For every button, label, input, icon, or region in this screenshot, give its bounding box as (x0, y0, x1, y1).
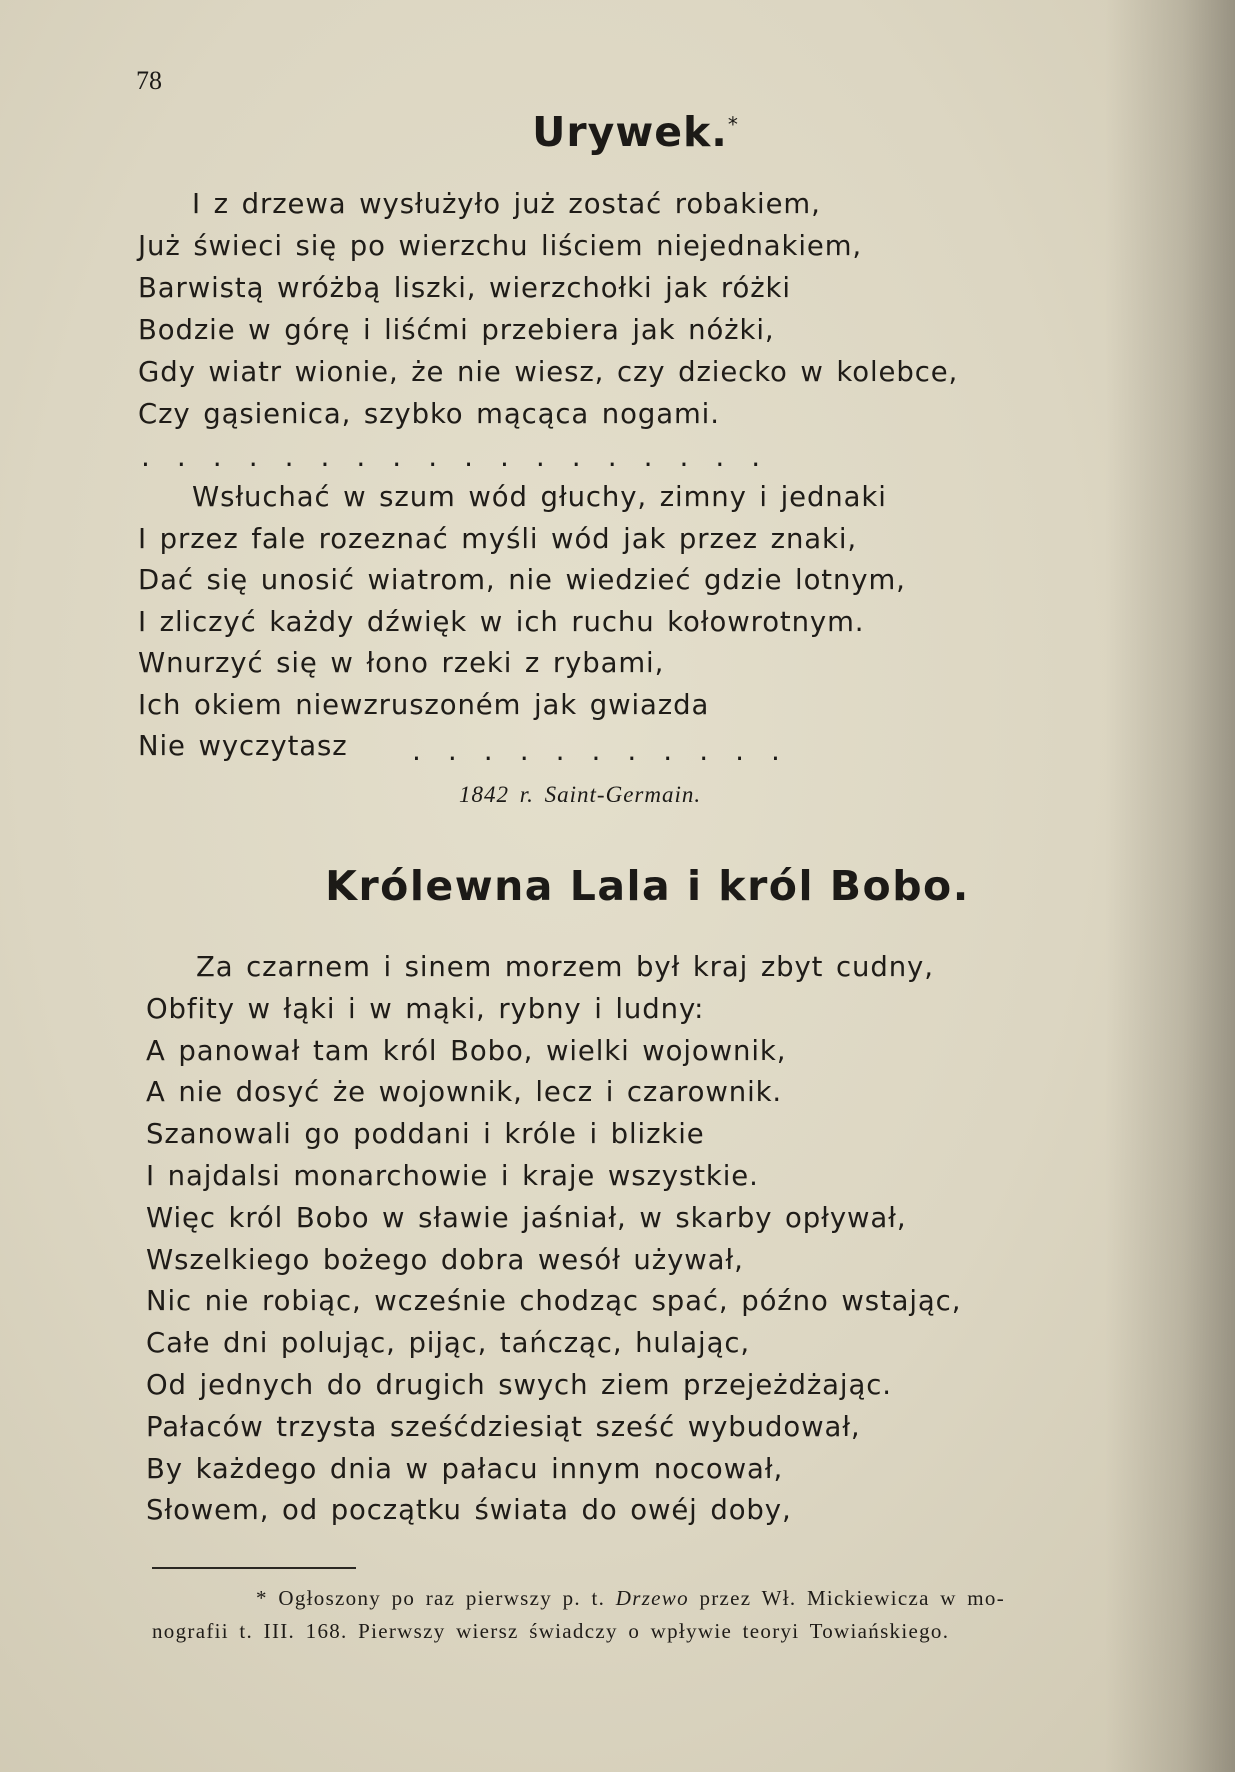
verse-line: Już świeci się po wierzchu liściem niejednakiem, (138, 230, 863, 262)
poem-title-urywek (0, 108, 1235, 156)
verse-line: Barwistą wróżbą liszki, wierzchołki jak różki (138, 272, 791, 304)
poem-urywek-stanza-1 (138, 183, 958, 435)
verse-line: Czy gąsienica, szybko mącąca nogami. (138, 398, 720, 430)
verse-line: Bodzie w górę i liśćmi przebiera jak nóżki, (138, 314, 775, 346)
footnote-mark: * (256, 1586, 268, 1610)
verse-line: Wsłuchać w szum wód głuchy, zimny i jednaki (192, 481, 887, 513)
footnote-line-2: nografii t. III. 168. Pierwszy wiersz świadczy o wpływie teoryi Towiańskiego. (152, 1619, 950, 1643)
verse-line: I najdalsi monarchowie i kraje wszystkie. (146, 1159, 759, 1192)
footnote-line-1 (152, 1582, 1172, 1615)
verse-line: Za czarnem i sinem morzem był kraj zbyt cudny, (196, 951, 934, 983)
verse-line: Szanowali go poddani i króle i blizkie (146, 1118, 705, 1151)
ellipsis-row: .................. (141, 440, 788, 473)
verse-line: Ich okiem niewzruszoném jak gwiazda (138, 688, 710, 721)
poem-dateline: 1842 r. Saint-Germain. (459, 782, 702, 807)
footnote-text-before: Ogłoszony po raz pierwszy p. t. (278, 1586, 606, 1610)
poem-title-krolewna-lala: Królewna Lala i król Bobo. (325, 862, 970, 910)
verse-line: I zliczyć każdy dźwięk w ich ruchu kołowrotnym. (138, 605, 865, 638)
footnote-text-after: przez Wł. Mickiewicza w mo- (699, 1586, 1005, 1610)
verse-line: Obfity w łąki i w mąki, rybny i ludny: (146, 992, 705, 1025)
verse-line: By każdego dnia w pałacu innym nocował, (146, 1452, 784, 1485)
verse-line: Pałaców trzysta sześćdziesiąt sześć wybudował, (146, 1410, 861, 1443)
verse-line: Nic nie robiąc, wcześnie chodząc spać, późno wstając, (146, 1285, 962, 1318)
verse-line: A panował tam król Bobo, wielki wojownik, (146, 1034, 787, 1067)
verse-line: Całe dni polując, pijąc, tańcząc, hulając, (146, 1327, 751, 1360)
poem-krolewna-lala-text (146, 947, 961, 1532)
verse-line: Słowem, od początku świata do owéj doby, (146, 1494, 792, 1527)
verse-line: Więc król Bobo w sławie jaśniał, w skarby opływał, (146, 1201, 907, 1234)
verse-line: Wnurzyć się w łono rzeki z rybami, (138, 647, 665, 679)
footnote-separator-rule (152, 1567, 356, 1569)
verse-line: Dać się unosić wiatrom, nie wiedzieć gdzie lotnym, (138, 564, 906, 596)
ellipsis-row: ........... (412, 734, 807, 767)
verse-line: Nie wyczytasz (138, 730, 348, 762)
verse-line: I z drzewa wysłużyło już zostać robakiem, (192, 188, 821, 220)
verse-line: I przez fale rozeznać myśli wód jak przez znaki, (138, 522, 858, 555)
page-number: 78 (136, 66, 162, 95)
footnote (152, 1582, 1172, 1648)
verse-line: Gdy wiatr wionie, że nie wiesz, czy dziecko w kolebce, (138, 356, 959, 388)
poem-urywek-stanza-2 (138, 477, 906, 768)
verse-line: Wszelkiego bożego dobra wesół używał, (146, 1243, 744, 1276)
verse-line: Od jednych do drugich swych ziem przejeżdżając. (146, 1368, 892, 1401)
poem-title-text: Urywek. (532, 108, 728, 156)
footnote-reference-mark: * (727, 112, 739, 137)
verse-line: A nie dosyć że wojownik, lecz i czarownik. (146, 1076, 783, 1109)
footnote-italic-title: Drzewo (615, 1586, 689, 1610)
